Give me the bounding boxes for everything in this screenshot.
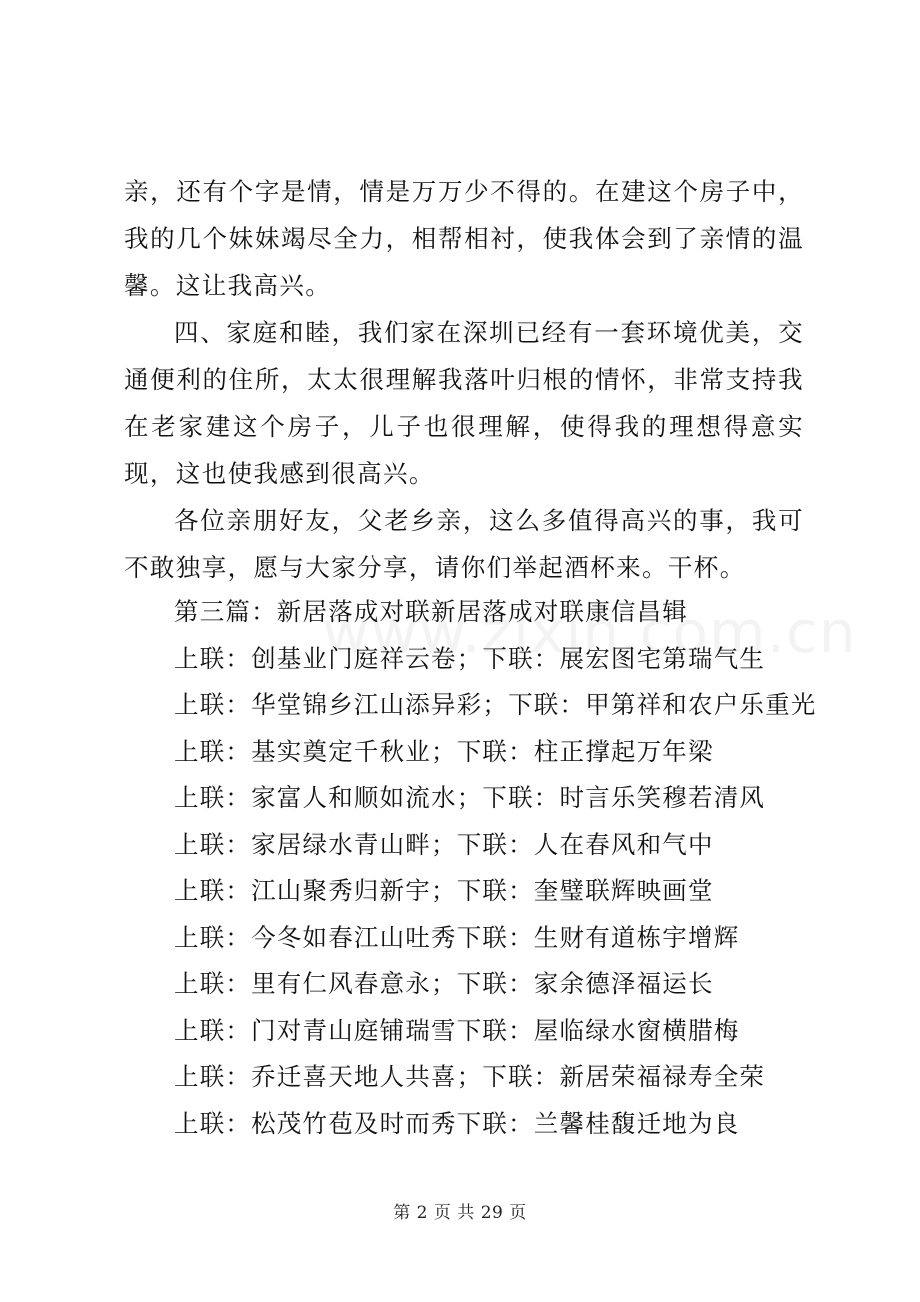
couplet-line: 上联：乔迁喜天地人共喜；下联：新居荣福禄寿全荣 [174, 1062, 766, 1091]
couplet-line: 上联：里有仁风春意永；下联：家余德泽福运长 [174, 969, 714, 998]
couplet-list [174, 589, 817, 1147]
couplet-line: 上联：松茂竹苞及时而秀下联：兰馨桂馥迁地为良 [174, 1108, 740, 1138]
paragraph-toast: 各位亲朋好友，父老乡亲，这么多值得高兴的事，我可不敢独享，愿与大家分享，请你们举起酒杯来。干杯。 [124, 506, 804, 582]
page-footer: 第 2 页 共 29 页 [393, 1203, 527, 1223]
couplet-line: 上联：家居绿水青山畔；下联：人在春风和气中 [174, 829, 714, 859]
section-title: 第三篇：新居落成对联新居落成对联康信昌辑 [174, 597, 688, 626]
couplet-line: 上联：江山聚秀归新宇；下联：奎璧联辉映画堂 [174, 876, 714, 905]
couplet-line: 上联：基实奠定千秋业；下联：柱正撑起万年梁 [174, 736, 714, 766]
paragraph-family-harmony: 四、家庭和睦，我们家在深圳已经有一套环境优美，交通便利的住所，太太很理解我落叶归根的情怀，非常支持我在老家建这个房子，儿子也很理解，使得我的理想得意实现，这也使我感到很高兴。 [124, 318, 804, 488]
couplet-line: 上联：今冬如春江山吐秀下联：生财有道栋宇增辉 [174, 922, 740, 952]
couplet-line: 上联：华堂锦乡江山添异彩；下联：甲第祥和农户乐重光 [174, 690, 817, 719]
body-text [124, 168, 804, 591]
paragraph-family-affection: 亲，还有个字是情，情是万万少不得的。在建这个房子中，我的几个妹妹竭尽全力，相帮相衬，使我体会到了亲情的温馨。这让我高兴。 [124, 177, 804, 300]
couplet-line: 上联：创基业门庭祥云卷；下联：展宏图宅第瑞气生 [174, 643, 766, 673]
couplet-line: 上联：家富人和顺如流水；下联：时言乐笑穆若清风 [174, 783, 766, 812]
couplet-line: 上联：门对青山庭铺瑞雪下联：屋临绿水窗横腊梅 [174, 1015, 740, 1045]
